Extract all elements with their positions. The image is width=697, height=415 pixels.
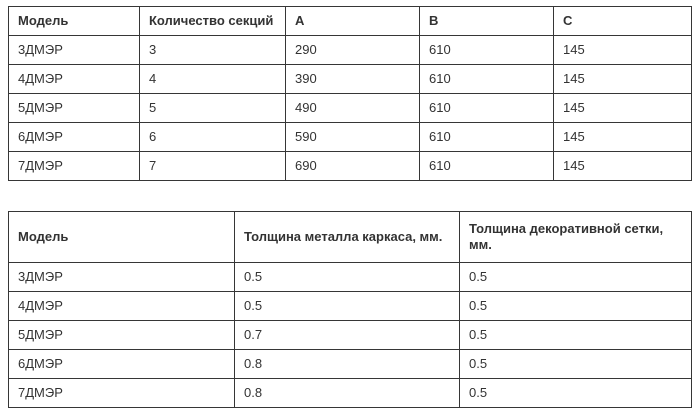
table-cell: 0.5 [235, 263, 460, 292]
table-cell: 390 [286, 65, 420, 94]
column-header: Толщина металла каркаса, мм. [235, 212, 460, 263]
table-cell: 6 [140, 123, 286, 152]
table-cell: 0.5 [460, 350, 692, 379]
table-cell: 590 [286, 123, 420, 152]
column-header: Количество секций [140, 7, 286, 36]
table-cell: 6ДМЭР [9, 123, 140, 152]
table-row [9, 65, 692, 94]
table-row [9, 292, 692, 321]
metal-thickness-table [8, 211, 692, 408]
table-cell: 145 [554, 65, 692, 94]
table-cell: 0.5 [460, 292, 692, 321]
table-cell: 145 [554, 152, 692, 181]
table-cell: 7 [140, 152, 286, 181]
header-row [9, 212, 692, 263]
table-cell: 0.5 [460, 379, 692, 408]
table-cell: 5 [140, 94, 286, 123]
table-cell: 4 [140, 65, 286, 94]
table-row [9, 379, 692, 408]
table-cell: 7ДМЭР [9, 152, 140, 181]
table-cell: 145 [554, 94, 692, 123]
table-cell: 610 [420, 123, 554, 152]
table-cell: 4ДМЭР [9, 65, 140, 94]
column-header: B [420, 7, 554, 36]
table-row [9, 94, 692, 123]
table-cell: 145 [554, 36, 692, 65]
table-cell: 610 [420, 152, 554, 181]
column-header: Модель [9, 212, 235, 263]
table-cell: 5ДМЭР [9, 321, 235, 350]
table-row [9, 350, 692, 379]
column-header: A [286, 7, 420, 36]
table-cell: 4ДМЭР [9, 292, 235, 321]
table-header [9, 212, 692, 263]
table-cell: 610 [420, 65, 554, 94]
table-row [9, 321, 692, 350]
table-body [9, 263, 692, 408]
table-row [9, 152, 692, 181]
table-cell: 3ДМЭР [9, 36, 140, 65]
table-cell: 0.5 [460, 263, 692, 292]
table-row [9, 263, 692, 292]
column-header: C [554, 7, 692, 36]
table-cell: 5ДМЭР [9, 94, 140, 123]
table-cell: 0.8 [235, 350, 460, 379]
table-cell: 7ДМЭР [9, 379, 235, 408]
table-header [9, 7, 692, 36]
table-row [9, 123, 692, 152]
table-cell: 0.8 [235, 379, 460, 408]
table-cell: 490 [286, 94, 420, 123]
table-cell: 145 [554, 123, 692, 152]
table-cell: 690 [286, 152, 420, 181]
table-cell: 610 [420, 94, 554, 123]
table-cell: 3 [140, 36, 286, 65]
table-cell: 0.5 [460, 321, 692, 350]
sections-dimensions-table [8, 6, 692, 181]
table-row [9, 36, 692, 65]
table-cell: 0.5 [235, 292, 460, 321]
table-cell: 6ДМЭР [9, 350, 235, 379]
column-header: Толщина декоративной сетки, мм. [460, 212, 692, 263]
table-body [9, 36, 692, 181]
column-header: Модель [9, 7, 140, 36]
table-cell: 290 [286, 36, 420, 65]
table-cell: 3ДМЭР [9, 263, 235, 292]
table-cell: 610 [420, 36, 554, 65]
table-cell: 0.7 [235, 321, 460, 350]
header-row [9, 7, 692, 36]
